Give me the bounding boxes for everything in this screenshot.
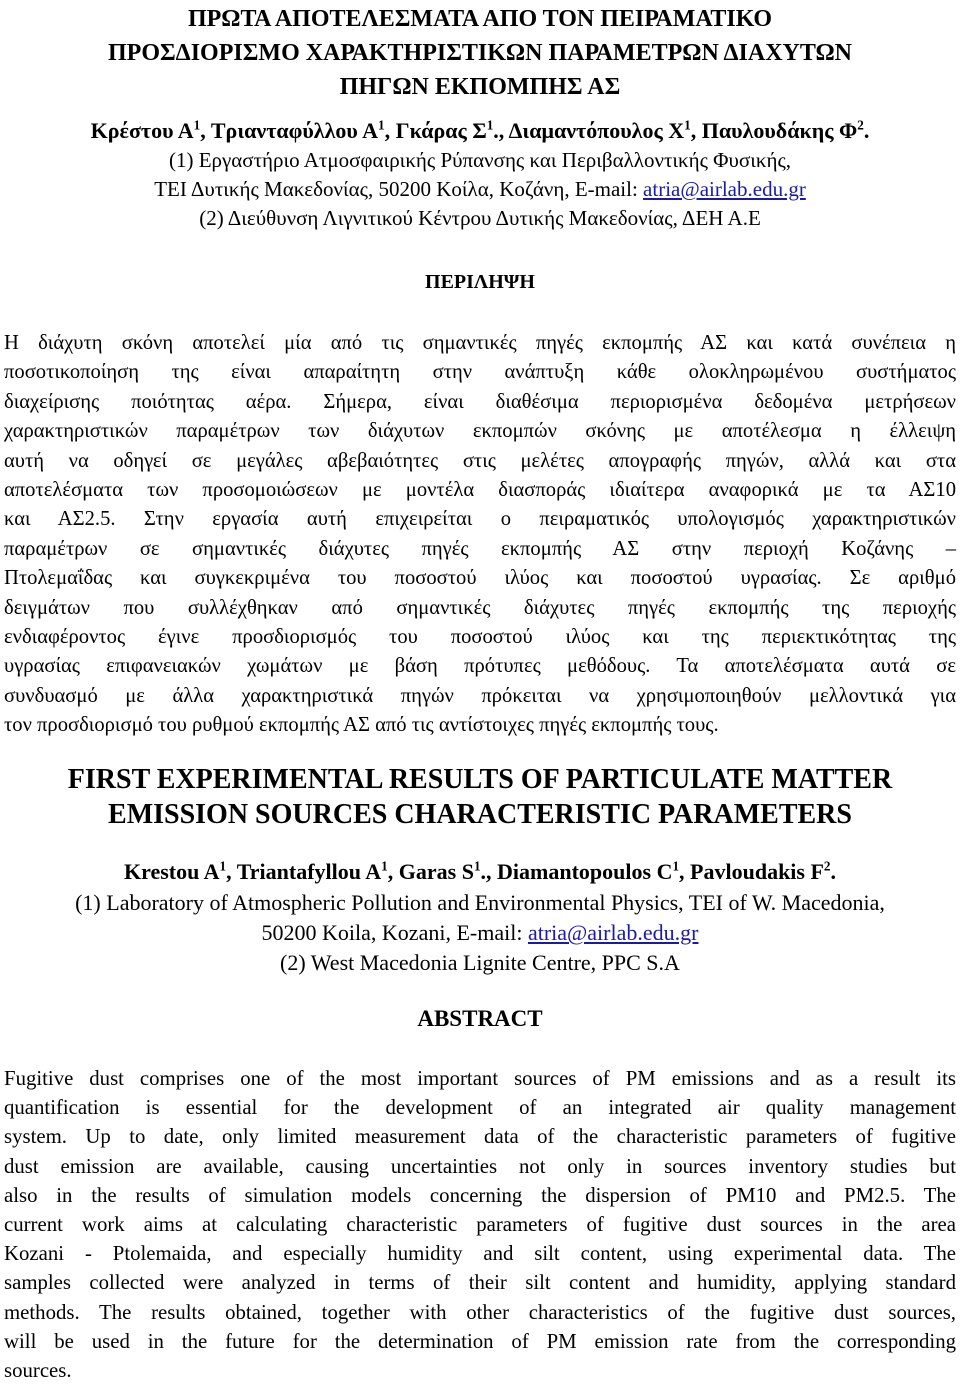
greek-email-link[interactable]: atria@airlab.edu.gr [643, 177, 806, 201]
english-abstract-line: methods. The results obtained, together with other characteristics of the fugitive dust sources, [4, 1300, 956, 1324]
english-email-link[interactable]: atria@airlab.edu.gr [527, 920, 699, 945]
greek-affiliations [4, 146, 956, 233]
author-name: , Pavloudakis F [679, 859, 824, 884]
author-affiliation-mark: 1 [381, 858, 388, 874]
english-address-text: 50200 Koila, Kozani, E-mail: [261, 920, 528, 945]
english-abstract-body [4, 1064, 956, 1385]
english-abstract-line: sources. [4, 1359, 72, 1383]
greek-title [4, 2, 956, 104]
greek-abstract-line: αποτελέσματα των προσομοιώσεων με μοντέλα διασποράς ιδιαίτερα αναφορικά με τα ΑΣ10 [4, 479, 956, 502]
english-affiliation-1: (1) Laboratory of Atmospheric Pollution and Environmental Physics, TEI of W. Macedonia, [75, 890, 885, 915]
english-affiliation-2: (2) West Macedonia Lignite Centre, PPC S.A [280, 950, 680, 975]
greek-abstract-line: ενδιαφέροντος έγινε προσδιορισμός του ποσοστού ιλύος και της περιεκτικότητας της [4, 626, 956, 649]
greek-abstract-line: χαρακτηριστικών παραμέτρων των διάχυτων εκπομπών σκόνης με αποτέλεσμα η έλλειψη [4, 420, 956, 443]
author-name: ., Diamantopoulos C [480, 859, 673, 884]
author-affiliation-mark: 1 [219, 858, 227, 874]
english-abstract-line: system. Up to date, only limited measurement data of the characteristic parameters of fugitive [4, 1125, 956, 1149]
english-abstract-line: Kozani - Ptolemaida, and especially humidity and silt content, using experimental data. The [4, 1242, 956, 1266]
greek-address-text: ΤΕΙ Δυτικής Μακεδονίας, 50200 Κοίλα, Κοζάνη, E-mail: [154, 177, 644, 201]
author-affiliation-mark: 2 [857, 117, 864, 133]
greek-abstract-line: παραμέτρων σε σημαντικές διάχυτες πηγές εκπομπής ΑΣ στην περιοχή Κοζάνης – [4, 537, 956, 560]
author-affiliation-mark: 1 [473, 858, 481, 874]
greek-abstract-body [4, 329, 956, 741]
author-name: , Γκάρας Σ [384, 118, 487, 143]
english-affiliations [4, 888, 956, 978]
author-affiliation-mark: 1 [378, 117, 385, 133]
greek-abstract-heading: ΠΕΡΙΛΗΨΗ [425, 271, 535, 293]
greek-affiliation-2: (2) Διεύθυνση Λιγνιτικού Κέντρου Δυτικής Μακεδονίας, ΔΕΗ Α.Ε [199, 206, 761, 230]
author-affiliation-mark: 1 [684, 117, 691, 133]
greek-abstract-line: τον προσδιορισμό του ρυθμού εκπομπής ΑΣ από τις αντίστοιχες πηγές εκπομπής τους. [4, 714, 719, 737]
author-name: , Τριανταφύλλου Α [200, 118, 379, 143]
english-abstract-line: samples collected were analyzed in terms of their silt content and humidity, applying standard [4, 1271, 956, 1295]
author-name: ., Διαμαντόπουλος Χ [493, 118, 685, 143]
author-name: , Παυλουδάκης Φ [690, 118, 858, 143]
greek-abstract-line: διαχείρισης ποιότητας αέρα. Σήμερα, είναι διαθέσιμα περιορισμένα δεδομένα μετρήσεων [4, 390, 956, 413]
english-abstract-line: quantification is essential for the development of an integrated air quality management [4, 1096, 956, 1120]
english-abstract-line: current work aims at calculating characteristic parameters of fugitive dust sources in the area [4, 1213, 956, 1237]
greek-title-line: ΠΡΟΣΔΙΟΡΙΣΜΟ ΧΑΡΑΚΤΗΡΙΣΤΙΚΩΝ ΠΑΡΑΜΕΤΡΩΝ ΔΙΑΧΥΤΩΝ [107, 40, 852, 66]
author-name: . [830, 859, 837, 884]
english-abstract-line: will be used in the future for the determination of PM emission rate from the corresponding [4, 1329, 956, 1353]
english-title-line: FIRST EXPERIMENTAL RESULTS OF PARTICULATE MATTER [67, 764, 893, 795]
english-abstract-line: also in the results of simulation models concerning the dispersion of PM10 and PM2.5. The [4, 1183, 956, 1207]
author-name: Krestou A [123, 859, 220, 884]
author-name: . [863, 118, 870, 143]
author-name: , Garas S [387, 859, 474, 884]
greek-title-line: ΠΡΩΤΑ ΑΠΟΤΕΛΕΣΜΑΤΑ ΑΠΟ ΤΟΝ ΠΕΙΡΑΜΑΤΙΚΟ [187, 6, 773, 32]
author-affiliation-mark: 1 [672, 858, 680, 874]
english-abstract-line: Fugitive dust comprises one of the most important sources of PM emissions and as a result its [4, 1067, 956, 1090]
greek-affiliation-1: (1) Εργαστήριο Ατμοσφαιρικής Ρύπανσης και Περιβαλλοντικής Φυσικής, [168, 148, 792, 172]
author-affiliation-mark: 1 [486, 117, 494, 133]
english-title-line: EMISSION SOURCES CHARACTERISTIC PARAMETERS [108, 799, 852, 830]
author-affiliation-mark: 1 [193, 117, 201, 133]
greek-abstract-line: ποσοτικοποίηση της είναι απαραίτητη στην ανάπτυξη κάθε ολοκληρωμένου συστήματος [4, 361, 956, 384]
greek-abstract-line: δειγμάτων που συλλέχθηκαν από σημαντικές διάχυτες πηγές εκπομπής της περιοχής [4, 596, 956, 619]
greek-abstract-line: Η διάχυτη σκόνη αποτελεί μία από τις σημαντικές πηγές εκπομπής ΑΣ και κατά συνέπεια η [4, 332, 956, 354]
english-title [4, 762, 956, 832]
english-abstract-heading: ABSTRACT [417, 1006, 543, 1031]
greek-abstract-line: Πτολεμαΐδας και συγκεκριμένα του ποσοστού ιλύος και ποσοστού υγρασίας. Σε αριθμό [4, 567, 956, 590]
greek-authors [4, 117, 956, 145]
author-name: Κρέστου Α [90, 118, 194, 143]
greek-affiliation-1-address [4, 175, 956, 204]
author-affiliation-mark: 2 [823, 858, 831, 874]
greek-abstract-line: αυτή να οδηγεί σε μεγάλες αβεβαιότητες στις μελέτες απογραφής πηγών, αλλά και στα [4, 449, 956, 472]
english-abstract-line: dust emission are available, causing uncertainties not only in sources inventory studies but [4, 1154, 956, 1178]
english-authors [4, 858, 956, 886]
greek-abstract-line: συνδυασμό με άλλα χαρακτηριστικά πηγών πρόκειται να χρησιμοποιηθούν μελλοντικά για [4, 684, 956, 707]
author-name: , Triantafyllou A [226, 859, 382, 884]
greek-abstract-line: και ΑΣ2.5. Στην εργασία αυτή επιχειρείται ο πειραματικός υπολογισμός χαρακτηριστικών [4, 508, 956, 531]
greek-title-line: ΠΗΓΩΝ ΕΚΠΟΜΠΗΣ ΑΣ [339, 74, 621, 100]
greek-abstract-line: υγρασίας επιφανειακών χωμάτων με βάση πρότυπες μεθόδους. Τα αποτελέσματα αυτά σε [4, 655, 956, 678]
english-affiliation-1-address [4, 918, 956, 948]
